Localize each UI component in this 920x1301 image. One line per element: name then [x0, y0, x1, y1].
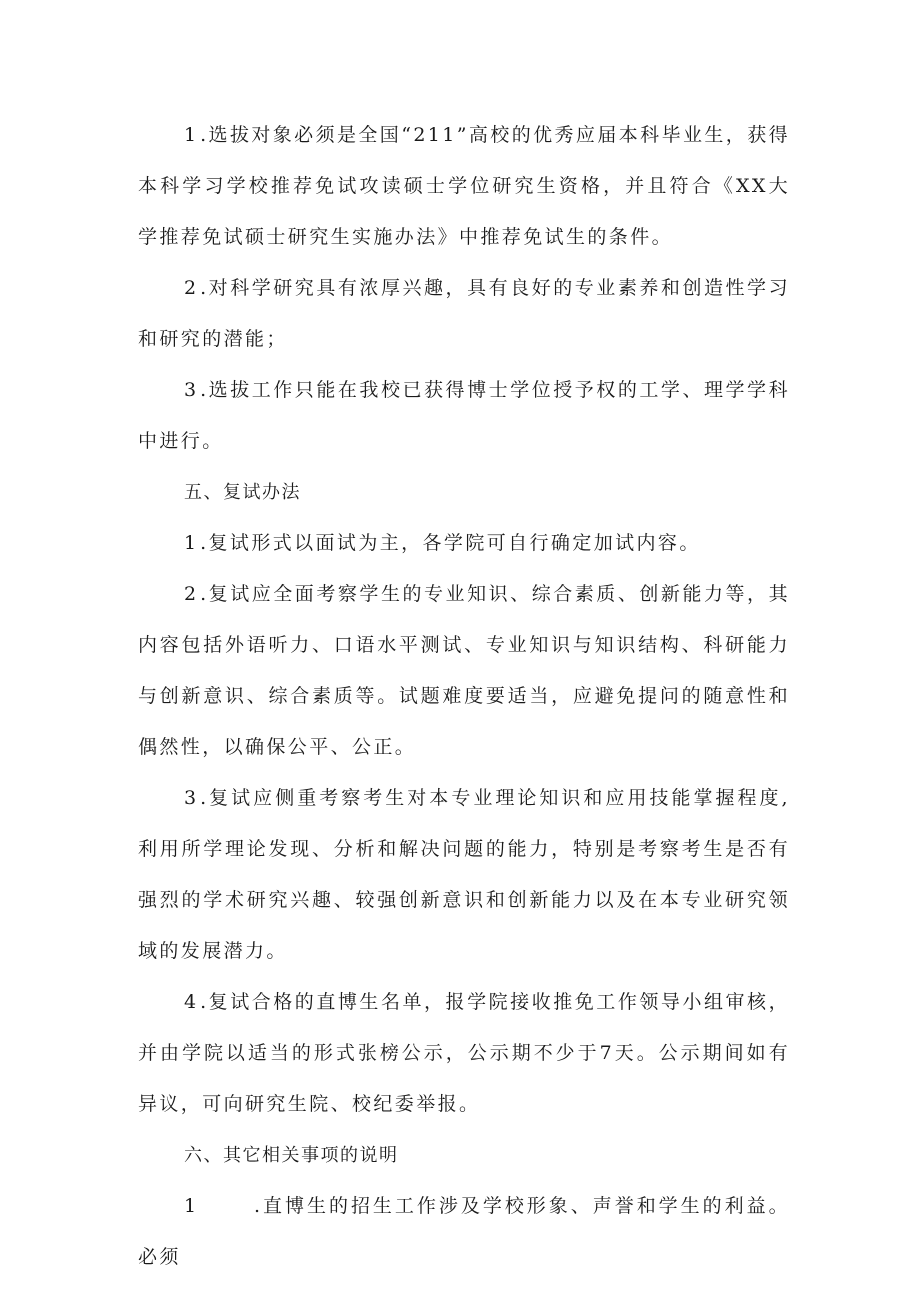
item-number: 1 — [184, 1195, 197, 1217]
paragraph-reexam-1 — [138, 518, 790, 569]
paragraph-text: .选拔对象必须是全国“211”高校的优秀应届本科毕业生，获得本科学习学校推荐免试攻读硕士学位研究生资格，并且符合《XX大学推荐免试硕士研究生实施办法》中推荐免试生的条件。 — [138, 124, 790, 248]
paragraph-requirement-2 — [138, 263, 790, 365]
item-number: 1 — [184, 532, 197, 554]
paragraph-reexam-4 — [138, 977, 790, 1130]
item-number: 3 — [184, 379, 197, 401]
paragraph-text: .直博生的招生工作涉及学校形象、声誉和学生的利益。必须 — [138, 1195, 790, 1268]
item-number: 1 — [184, 124, 197, 146]
paragraph-text: .对科学研究具有浓厚兴趣，具有良好的专业素养和创造性学习和研究的潜能； — [138, 277, 790, 350]
paragraph-requirement-3 — [138, 365, 790, 467]
item-number: 2 — [184, 583, 197, 605]
paragraph-text: .复试形式以面试为主，各学院可自行确定加试内容。 — [200, 532, 701, 554]
paragraph-text: .复试应侧重考察考生对本专业理论知识和应用技能掌握程度,利用所学理论发现、分析和解决问题的能力，特别是考察考生是否有强烈的学术研究兴趣、较强创新意识和创新能力以及在本专业研究领域的发展潜力。 — [138, 787, 790, 962]
section-heading-5: 五、复试办法 — [184, 482, 301, 503]
paragraph-reexam-2 — [138, 569, 790, 773]
paragraph-requirement-1 — [138, 110, 790, 263]
section-heading-6: 六、其它相关事项的说明 — [184, 1145, 399, 1166]
paragraph-reexam-3 — [138, 773, 790, 977]
document-body — [138, 110, 790, 1283]
paragraph-text: .复试合格的直博生名单，报学院接收推免工作领导小组审核，并由学院以适当的形式张榜公示，公示期不少于7天。公示期间如有异议，可向研究生院、校纪委举报。 — [138, 991, 790, 1115]
item-number: 3 — [184, 787, 197, 809]
item-number: 2 — [184, 277, 197, 299]
paragraph-text: .复试应全面考察学生的专业知识、综合素质、创新能力等，其内容包括外语听力、口语水平测试、专业知识与知识结构、科研能力与创新意识、综合素质等。试题难度要适当，应避免提问的随意性和偶然性，以确保公平、公正。 — [138, 583, 790, 758]
paragraph-text: .选拔工作只能在我校已获得博士学位授予权的工学、理学学科中进行。 — [138, 379, 790, 452]
paragraph-other-1 — [138, 1181, 790, 1283]
item-number: 4 — [184, 991, 197, 1013]
